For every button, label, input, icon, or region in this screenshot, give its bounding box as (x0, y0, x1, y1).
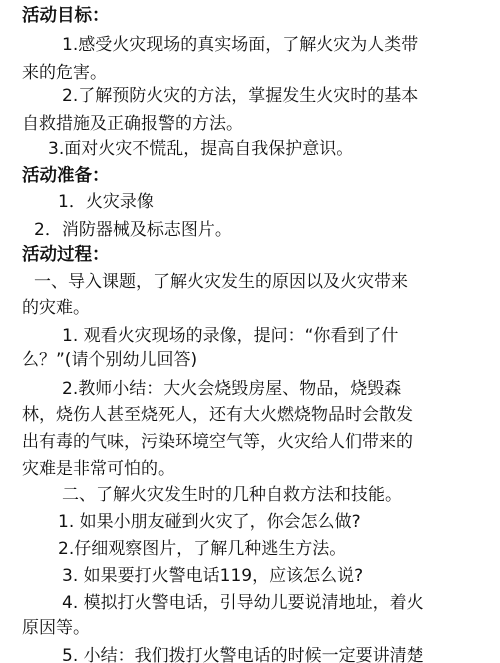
process-step-2-line-4: 灾难是非常可怕的。 (22, 459, 175, 479)
heading-activity-preparation: 活动准备： (22, 166, 110, 186)
process-step-1-line-2: 么？”(请个别幼儿回答) (22, 350, 198, 370)
process-part-2-step-1: 1. 如果小朋友碰到火灾了，你会怎么做? (58, 512, 361, 532)
process-step-1-line-1: 1. 观看火灾现场的录像，提问：“你看到了什 (62, 326, 399, 346)
goal-1-line-2: 来的危害。 (22, 63, 107, 83)
process-part-2-step-2: 2.仔细观察图片，了解几种逃生方法。 (58, 539, 347, 559)
process-part-2-step-4-line-1: 4. 模拟打火警电话，引导幼儿要说清地址，着火 (62, 593, 424, 613)
heading-activity-process: 活动过程： (22, 245, 110, 265)
preparation-item-2: 2．消防器械及标志图片。 (34, 220, 232, 240)
process-part-2-step-3: 3. 如果要打火警电话119，应该怎么说? (62, 566, 364, 586)
process-step-2-line-3: 出有毒的气味，污染环境空气等，火灾给人们带来的 (22, 432, 413, 452)
process-step-2-line-2: 林，烧伤人甚至烧死人，还有大火燃烧物品时会散发 (22, 405, 413, 425)
process-part-2-step-5-line-1: 5. 小结：我们拨打火警电话的时候一定要讲清楚 (62, 646, 424, 663)
process-step-2-line-1: 2.教师小结：大火会烧毁房屋、物品，烧毁森 (62, 379, 402, 399)
preparation-item-1: 1．火灾录像 (58, 192, 154, 212)
process-part-1-line-2: 的灾难。 (22, 298, 90, 318)
goal-2-line-2: 自救措施及正确报警的方法。 (22, 114, 243, 134)
process-part-2-line-1: 二、了解火灾发生时的几种自救方法和技能。 (62, 485, 402, 505)
goal-2-line-1: 2.了解预防火灾的方法，掌握发生火灾时的基本 (62, 86, 419, 106)
process-part-2-step-4-line-2: 原因等。 (22, 618, 90, 638)
goal-1-line-1: 1.感受火灾现场的真实场面，了解火灾为人类带 (62, 35, 419, 55)
goal-3-line-1: 3.面对火灾不慌乱，提高自我保护意识。 (48, 139, 354, 159)
heading-activity-goals: 活动目标： (22, 6, 110, 26)
process-part-1-line-1: 一、导入课题，了解火灾发生的原因以及火灾带来 (34, 272, 408, 292)
